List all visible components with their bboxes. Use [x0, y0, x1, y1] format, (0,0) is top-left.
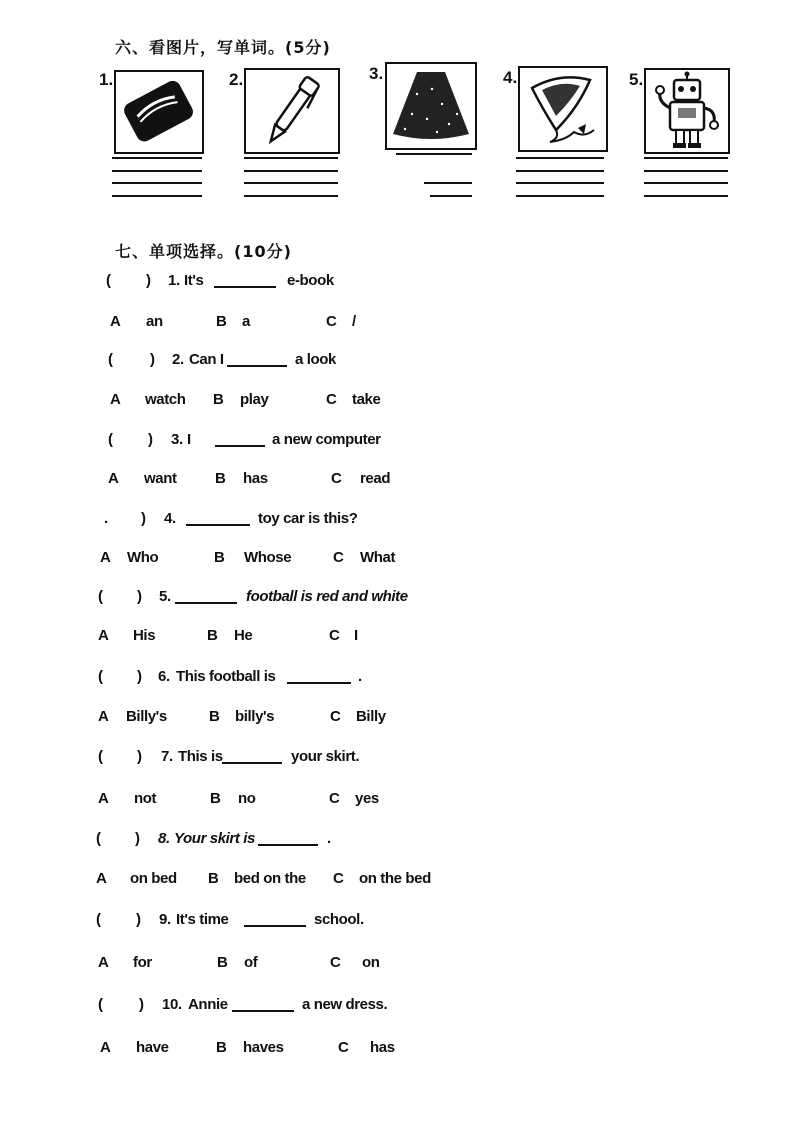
option-letter: B [213, 391, 224, 408]
options-row [0, 790, 794, 810]
answer-paren-open: . [104, 510, 108, 527]
option-text: not [134, 790, 157, 807]
option-text: Billy's [126, 708, 167, 725]
skirt-icon [385, 62, 477, 150]
option-text: / [352, 313, 356, 330]
picture-number: 2. [229, 70, 244, 89]
eraser-icon [114, 70, 204, 154]
answer-paren-close: ) [148, 431, 153, 448]
answer-paren-close: ) [146, 272, 151, 289]
answer-paren-open: ( [98, 748, 103, 765]
option-text: haves [243, 1039, 284, 1056]
option-text: has [243, 470, 268, 487]
question-pre-text: Can I [189, 351, 224, 368]
question-row [0, 996, 794, 1016]
question-pre-text: It's time [176, 911, 229, 928]
option-text: want [144, 470, 177, 487]
options-row [0, 1039, 794, 1059]
answer-paren-open: ( [98, 996, 103, 1013]
answer-blank[interactable] [214, 272, 276, 288]
question-post-text: a new computer [272, 431, 381, 448]
answer-blank[interactable] [227, 351, 287, 367]
option-text: billy's [235, 708, 275, 725]
question-pre-text: It's [184, 272, 204, 289]
option-letter: A [100, 549, 111, 566]
picture-number: 5. [629, 70, 644, 89]
options-row [0, 549, 794, 569]
option-letter: A [98, 708, 109, 725]
options-row [0, 470, 794, 490]
question-post-text: a look [295, 351, 336, 368]
question-number: 8. [158, 830, 170, 847]
question-number: 9. [159, 911, 171, 928]
option-text: He [234, 627, 253, 644]
question-post-text: toy car is this? [258, 510, 358, 527]
options-row [0, 708, 794, 728]
option-text: What [360, 549, 396, 566]
option-letter: B [208, 870, 219, 887]
option-letter: C [326, 313, 337, 330]
options-row [0, 313, 794, 333]
option-text: have [136, 1039, 169, 1056]
option-text: on bed [130, 870, 177, 887]
option-text: Who [127, 549, 159, 566]
option-letter: C [331, 470, 342, 487]
option-letter: A [100, 1039, 111, 1056]
answer-blank[interactable] [222, 748, 282, 764]
answer-paren-close: ) [135, 830, 140, 847]
option-text: Whose [244, 549, 292, 566]
option-letter: B [216, 313, 227, 330]
answer-paren-close: ) [141, 510, 146, 527]
answer-paren-close: ) [137, 668, 142, 685]
question-number: 1. [168, 272, 180, 289]
answer-paren-close: ) [137, 748, 142, 765]
options-row [0, 954, 794, 974]
question-row [0, 431, 794, 451]
option-letter: A [98, 627, 109, 644]
option-text: no [238, 790, 256, 807]
question-row [0, 830, 794, 850]
question-number: 4. [164, 510, 176, 527]
option-text: an [146, 313, 163, 330]
answer-blank[interactable] [186, 510, 250, 526]
question-row [0, 748, 794, 768]
pen-icon [244, 68, 340, 154]
option-letter: C [326, 391, 337, 408]
picture-number: 3. [369, 64, 384, 83]
option-letter: B [209, 708, 220, 725]
option-letter: B [214, 549, 225, 566]
option-text: on the bed [359, 870, 431, 887]
answer-paren-open: ( [98, 668, 103, 685]
robot-icon [644, 68, 730, 154]
option-letter: C [329, 790, 340, 807]
question-number: 3. [171, 431, 183, 448]
option-text: bed on the [234, 870, 306, 887]
answer-blank[interactable] [232, 996, 294, 1012]
option-letter: B [210, 790, 221, 807]
option-text: a [242, 313, 250, 330]
question-post-text: football is red and white [246, 588, 408, 605]
option-text: has [370, 1039, 395, 1056]
option-text: I [354, 627, 358, 644]
option-letter: C [338, 1039, 349, 1056]
question-row [0, 911, 794, 931]
option-text: play [240, 391, 269, 408]
options-row [0, 391, 794, 411]
question-post-text: e-book [287, 272, 334, 289]
option-letter: B [215, 470, 226, 487]
option-text: for [133, 954, 152, 971]
question-pre-text: This is [178, 748, 223, 765]
option-letter: A [110, 313, 121, 330]
option-letter: C [333, 549, 344, 566]
option-letter: A [108, 470, 119, 487]
question-number: 7. [161, 748, 173, 765]
answer-blank[interactable] [175, 588, 237, 604]
question-row [0, 510, 794, 530]
answer-blank[interactable] [215, 431, 265, 447]
question-pre-text: Annie [188, 996, 228, 1013]
option-letter: A [110, 391, 121, 408]
options-row [0, 870, 794, 890]
question-number: 10. [162, 996, 182, 1013]
question-pre-text: This football is [176, 668, 276, 685]
option-letter: B [207, 627, 218, 644]
answer-paren-open: ( [96, 830, 101, 847]
answer-paren-open: ( [108, 351, 113, 368]
question-row [0, 272, 794, 292]
option-text: take [352, 391, 381, 408]
option-letter: A [98, 954, 109, 971]
options-row [0, 627, 794, 647]
question-post-text: a new dress. [302, 996, 388, 1013]
option-text: yes [355, 790, 379, 807]
answer-paren-open: ( [108, 431, 113, 448]
question-post-text: . [358, 668, 362, 685]
answer-paren-close: ) [139, 996, 144, 1013]
option-text: watch [145, 391, 186, 408]
question-number: 2. [172, 351, 184, 368]
answer-blank[interactable] [287, 668, 351, 684]
kite-icon [518, 66, 608, 152]
answer-paren-open: ( [98, 588, 103, 605]
answer-paren-close: ) [136, 911, 141, 928]
picture-number: 4. [503, 68, 518, 87]
option-text: Billy [356, 708, 386, 725]
answer-paren-close: ) [150, 351, 155, 368]
question-pre-text: Your skirt is [174, 830, 255, 847]
option-letter: C [330, 954, 341, 971]
option-letter: A [98, 790, 109, 807]
option-letter: C [333, 870, 344, 887]
option-letter: C [330, 708, 341, 725]
question-row [0, 668, 794, 688]
question-post-text: school. [314, 911, 364, 928]
answer-paren-close: ) [137, 588, 142, 605]
option-letter: C [329, 627, 340, 644]
question-post-text: . [327, 830, 331, 847]
option-text: read [360, 470, 391, 487]
question-number: 5. [159, 588, 171, 605]
option-text: His [133, 627, 156, 644]
option-letter: B [216, 1039, 227, 1056]
question-row [0, 351, 794, 371]
question-post-text: your skirt. [291, 748, 360, 765]
option-text: of [244, 954, 258, 971]
picture-number: 1. [99, 70, 114, 89]
answer-blank[interactable] [244, 911, 306, 927]
answer-blank[interactable] [258, 830, 318, 846]
question-number: 6. [158, 668, 170, 685]
option-text: on [362, 954, 380, 971]
section-6-title: 六、看图片，写单词。(5分) [115, 38, 331, 57]
section-7-title: 七、单项选择。(10分) [115, 242, 292, 261]
question-pre-text: I [187, 431, 191, 448]
option-letter: B [217, 954, 228, 971]
question-row [0, 588, 794, 608]
option-letter: A [96, 870, 107, 887]
answer-paren-open: ( [106, 272, 111, 289]
answer-paren-open: ( [96, 911, 101, 928]
